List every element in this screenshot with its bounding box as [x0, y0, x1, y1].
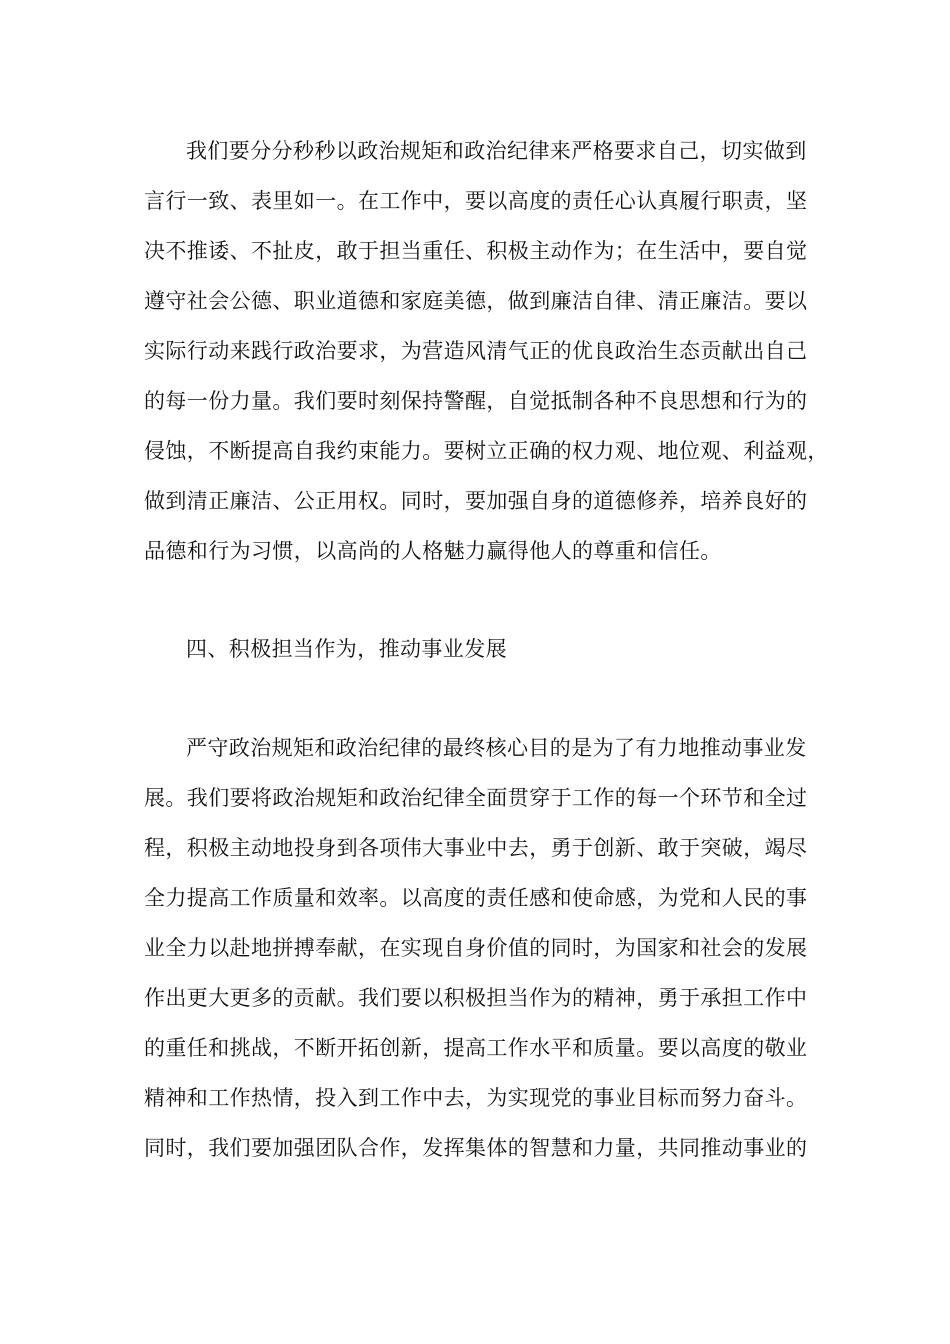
paragraph-line: 同时，我们要加强团队合作，发挥集体的智慧和力量，共同推动事业的: [144, 1136, 808, 1160]
section-heading: 四、积极担当作为，推动事业发展: [186, 637, 507, 661]
paragraph-line: 的重任和挑战，不断开拓创新，提高工作水平和质量。要以高度的敬业: [144, 1036, 808, 1060]
paragraph-line: 侵蚀，不断提高自我约束能力。要树立正确的权力观、地位观、利益观，: [144, 439, 829, 463]
paragraph-line: 展。我们要将政治规矩和政治纪律全面贯穿于工作的每一个环节和全过: [144, 786, 808, 810]
paragraph-line: 全力提高工作质量和效率。以高度的责任感和使命感，为党和人民的事: [144, 886, 808, 910]
paragraph-line: 言行一致、表里如一。在工作中，要以高度的责任心认真履行职责，坚: [144, 189, 808, 213]
paragraph-line: 做到清正廉洁、公正用权。同时，要加强自身的道德修养，培养良好的: [144, 489, 808, 513]
paragraph-line: 精神和工作热情，投入到工作中去，为实现党的事业目标而努力奋斗。: [144, 1086, 808, 1110]
paragraph-line: 业全力以赴地拼搏奉献，在实现自身价值的同时，为国家和社会的发展: [144, 936, 808, 960]
paragraph-line: 我们要分分秒秒以政治规矩和政治纪律来严格要求自己，切实做到: [186, 139, 807, 163]
paragraph-line: 决不推诿、不扯皮，敢于担当重任、积极主动作为；在生活中，要自觉: [144, 239, 808, 263]
paragraph-line: 的每一份力量。我们要时刻保持警醒，自觉抵制各种不良思想和行为的: [144, 389, 808, 413]
paragraph-line: 品德和行为习惯，以高尚的人格魅力赢得他人的尊重和信任。: [144, 539, 722, 563]
paragraph-line: 作出更大更多的贡献。我们要以积极担当作为的精神，勇于承担工作中: [144, 986, 808, 1010]
paragraph-line: 程，积极主动地投身到各项伟大事业中去，勇于创新、敢于突破，竭尽: [144, 836, 808, 860]
paragraph-line: 严守政治规矩和政治纪律的最终核心目的是为了有力地推动事业发: [186, 736, 807, 760]
paragraph-line: 实际行动来践行政治要求，为营造风清气正的优良政治生态贡献出自己: [144, 339, 808, 363]
paragraph-line: 遵守社会公德、职业道德和家庭美德，做到廉洁自律、清正廉洁。要以: [144, 289, 808, 313]
